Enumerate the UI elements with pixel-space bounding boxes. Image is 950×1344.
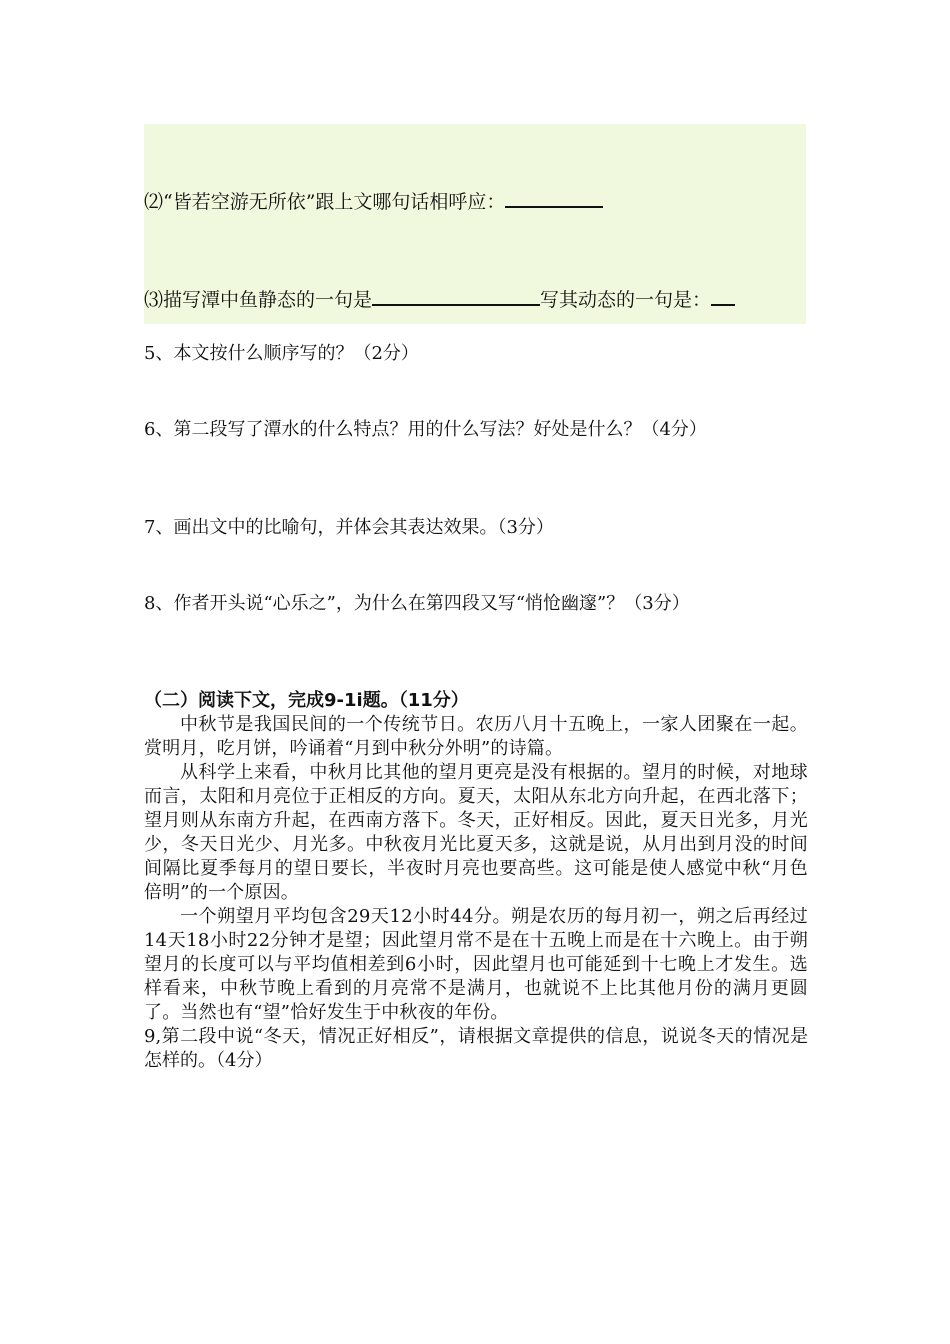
answer-blank-2[interactable]: [505, 205, 603, 208]
question-2-text: ⑵“皆若空游无所依”跟上文哪句话相呼应：: [144, 191, 506, 213]
answer-blank-3b[interactable]: [711, 303, 735, 306]
question-3-line: [144, 288, 735, 312]
reading-section-2: [144, 689, 808, 1073]
question-3-text-b: 写其动态的一句是：: [540, 289, 712, 311]
question-9: 9,第二段中说“冬天，情况正好相反”，请根据文章提供的信息，说说冬天的情况是怎样的。（4分）: [144, 1026, 808, 1071]
question-3-text-a: ⑶描写潭中鱼静态的一句是: [144, 289, 373, 311]
paragraph-3: 一个朔望月平均包含29天12小时44分。朔是农历的每月初一，朔之后再经过14天18小时22分钟才是望；因此望月常不是在十五晚上而是在十六晚上。由于朔望月的长度可以与平均值相差到6小时，因此望月也可能延到十七晚上才发生。选样看来，中秋节晚上看到的月亮常不是满月，也就说不上比其他月份的满月更圆了。当然也有“望”恰好发生于中秋夜的年份。: [144, 906, 808, 1023]
answer-blank-3a[interactable]: [372, 303, 540, 306]
section-2-title: （二）阅读下文，完成9-1i题。（11分）: [144, 690, 469, 711]
paragraph-1: 中秋节是我国民间的一个传统节日。农历八月十五晚上，一家人团聚在一起。赏明月，吃月饼，吟诵着“月到中秋分外明”的诗篇。: [144, 714, 808, 759]
highlighted-question-box: [144, 124, 806, 324]
question-2-line: [144, 190, 603, 214]
question-5: 5、本文按什么顺序写的？（2分）: [144, 343, 419, 364]
paragraph-2: 从科学上来看，中秋月比其他的望月更亮是没有根据的。望月的时候，对地球而言，太阳和月亮位于正相反的方向。夏天，太阳从东北方向升起，在西北落下；望月则从东南方升起，在西南方落下。冬天，正好相反。因此，夏天日光多，月光少，冬天日光少、月光多。中秋夜月光比夏天多，这就是说，从月出到月没的时间间隔比夏季每月的望日要长，半夜时月亮也要高些。这可能是使人感觉中秋“月色倍明”的一个原因。: [144, 762, 808, 903]
question-7: 7、画出文中的比喻句，并体会其表达效果。（3分）: [144, 517, 554, 538]
question-6: 6、第二段写了潭水的什么特点？用的什么写法？好处是什么？（4分）: [144, 419, 707, 440]
question-8: 8、作者开头说“心乐之”，为什么在第四段又写“悄怆幽邃”？（3分）: [144, 593, 690, 614]
